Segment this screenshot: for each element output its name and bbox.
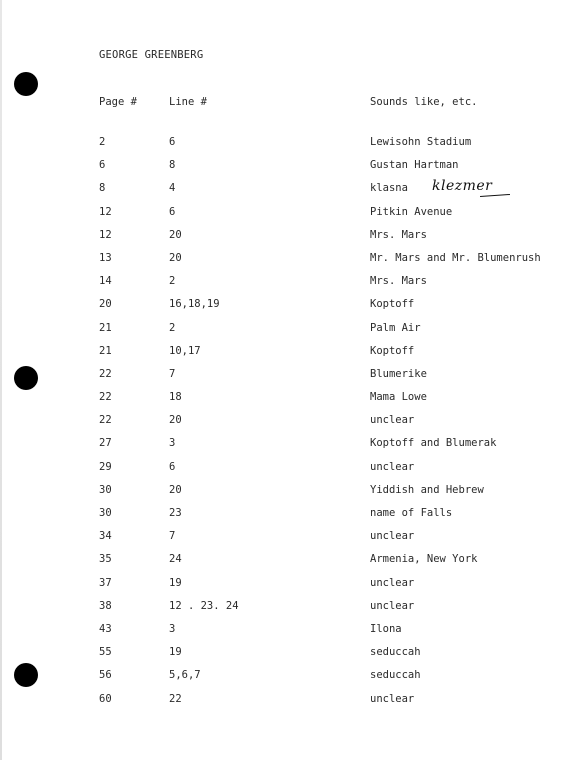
sounds-like-cell: Palm Air bbox=[370, 321, 421, 334]
page-number-cell: 60 bbox=[99, 692, 112, 705]
handwritten-annotation: klezmer bbox=[432, 178, 493, 194]
sounds-like-cell: name of Falls bbox=[370, 507, 453, 519]
page-number-cell: 14 bbox=[99, 275, 112, 288]
sounds-like-cell: unclear bbox=[370, 414, 415, 427]
page-number-cell: 22 bbox=[99, 391, 112, 404]
page-number-cell: 37 bbox=[99, 576, 112, 589]
column-header-page: Page # bbox=[99, 96, 137, 108]
table-row bbox=[0, 530, 588, 553]
line-number-cell: 5,6,7 bbox=[169, 669, 201, 682]
sounds-like-cell: unclear bbox=[370, 460, 415, 473]
sounds-like-cell: Armenia, New York bbox=[370, 553, 478, 566]
page-number-cell: 8 bbox=[99, 182, 106, 195]
table-row bbox=[0, 669, 588, 692]
sounds-like-cell: klasna bbox=[370, 182, 408, 195]
line-number-cell: 4 bbox=[169, 182, 176, 195]
sounds-like-cell: Mama Lowe bbox=[370, 391, 427, 404]
punch-hole-top bbox=[14, 72, 38, 96]
table-row bbox=[0, 623, 588, 646]
line-number-cell: 2 bbox=[169, 321, 176, 334]
table-row bbox=[0, 298, 588, 321]
page-number-cell: 13 bbox=[99, 251, 112, 264]
line-number-cell: 7 bbox=[169, 367, 176, 380]
page-number-cell: 21 bbox=[99, 344, 112, 357]
page-number-cell: 22 bbox=[99, 367, 112, 380]
line-number-cell: 20 bbox=[169, 483, 182, 496]
sounds-like-cell: Koptoff bbox=[370, 344, 415, 357]
table-row bbox=[0, 252, 588, 275]
table-row bbox=[0, 322, 588, 345]
line-number-cell: 8 bbox=[169, 159, 176, 172]
sounds-like-cell: seduccah bbox=[370, 669, 421, 682]
sounds-like-cell: Blumerike bbox=[370, 367, 427, 380]
table-row bbox=[0, 437, 588, 460]
table-row bbox=[0, 484, 588, 507]
table-row bbox=[0, 275, 588, 298]
page-number-cell: 2 bbox=[99, 136, 106, 148]
line-number-cell: 7 bbox=[169, 530, 176, 543]
table-row bbox=[0, 461, 588, 484]
table-row bbox=[0, 229, 588, 252]
page-number-cell: 35 bbox=[99, 553, 112, 566]
sounds-like-cell: Mr. Mars and Mr. Blumenrush bbox=[370, 251, 541, 264]
sounds-like-cell: Mrs. Mars bbox=[370, 228, 427, 241]
sounds-like-cell: Lewisohn Stadium bbox=[370, 136, 472, 148]
page-number-cell: 55 bbox=[99, 646, 112, 659]
line-number-cell: 6 bbox=[169, 205, 176, 218]
sounds-like-cell: Koptoff bbox=[370, 298, 415, 311]
page-number-cell: 6 bbox=[99, 159, 106, 172]
column-header-sounds: Sounds like, etc. bbox=[370, 96, 478, 108]
line-number-cell: 19 bbox=[169, 576, 182, 589]
sounds-like-cell: unclear bbox=[370, 576, 415, 589]
line-number-cell: 6 bbox=[169, 460, 176, 473]
page-number-cell: 22 bbox=[99, 414, 112, 427]
line-number-cell: 24 bbox=[169, 553, 182, 566]
page-number-cell: 38 bbox=[99, 599, 112, 612]
table-row bbox=[0, 345, 588, 368]
sounds-like-cell: seduccah bbox=[370, 646, 421, 659]
page-number-cell: 56 bbox=[99, 669, 112, 682]
table-row bbox=[0, 414, 588, 437]
page-number-cell: 43 bbox=[99, 622, 112, 635]
line-number-cell: 2 bbox=[169, 275, 176, 288]
table-row bbox=[0, 693, 588, 716]
line-number-cell: 3 bbox=[169, 437, 176, 450]
line-number-cell: 18 bbox=[169, 391, 182, 404]
line-number-cell: 6 bbox=[169, 136, 176, 148]
table-row bbox=[0, 600, 588, 623]
line-number-cell: 10,17 bbox=[169, 344, 201, 357]
sounds-like-cell: Koptoff and Blumerak bbox=[370, 437, 497, 450]
sounds-like-cell: Mrs. Mars bbox=[370, 275, 427, 288]
table-row bbox=[0, 646, 588, 669]
sounds-like-cell: Yiddish and Hebrew bbox=[370, 483, 484, 496]
table-row bbox=[0, 159, 588, 182]
document-title: GEORGE GREENBERG bbox=[99, 49, 204, 61]
page-number-cell: 30 bbox=[99, 507, 112, 519]
page-number-cell: 21 bbox=[99, 321, 112, 334]
line-number-cell: 20 bbox=[169, 251, 182, 264]
table-row bbox=[0, 136, 588, 159]
table-row bbox=[0, 507, 588, 530]
sounds-like-cell: unclear bbox=[370, 599, 415, 612]
column-header-line: Line # bbox=[169, 96, 207, 108]
sounds-like-cell: unclear bbox=[370, 530, 415, 543]
page-number-cell: 27 bbox=[99, 437, 112, 450]
line-number-cell: 22 bbox=[169, 692, 182, 705]
line-number-cell: 23 bbox=[169, 507, 182, 519]
page-number-cell: 20 bbox=[99, 298, 112, 311]
page-number-cell: 12 bbox=[99, 205, 112, 218]
sounds-like-cell: Pitkin Avenue bbox=[370, 205, 453, 218]
line-number-cell: 20 bbox=[169, 414, 182, 427]
line-number-cell: 19 bbox=[169, 646, 182, 659]
table-row bbox=[0, 391, 588, 414]
page-number-cell: 12 bbox=[99, 228, 112, 241]
line-number-cell: 12 . 23. 24 bbox=[169, 599, 239, 612]
line-number-cell: 16,18,19 bbox=[169, 298, 220, 311]
sounds-like-cell: Gustan Hartman bbox=[370, 159, 459, 172]
line-number-cell: 20 bbox=[169, 228, 182, 241]
line-number-cell: 3 bbox=[169, 622, 176, 635]
page-number-cell: 34 bbox=[99, 530, 112, 543]
table-row bbox=[0, 206, 588, 229]
page-number-cell: 30 bbox=[99, 483, 112, 496]
table-row bbox=[0, 577, 588, 600]
sounds-like-cell: Ilona bbox=[370, 622, 402, 635]
table-row bbox=[0, 553, 588, 576]
entries-list bbox=[0, 136, 588, 716]
page-number-cell: 29 bbox=[99, 460, 112, 473]
sounds-like-cell: unclear bbox=[370, 692, 415, 705]
table-row bbox=[0, 368, 588, 391]
